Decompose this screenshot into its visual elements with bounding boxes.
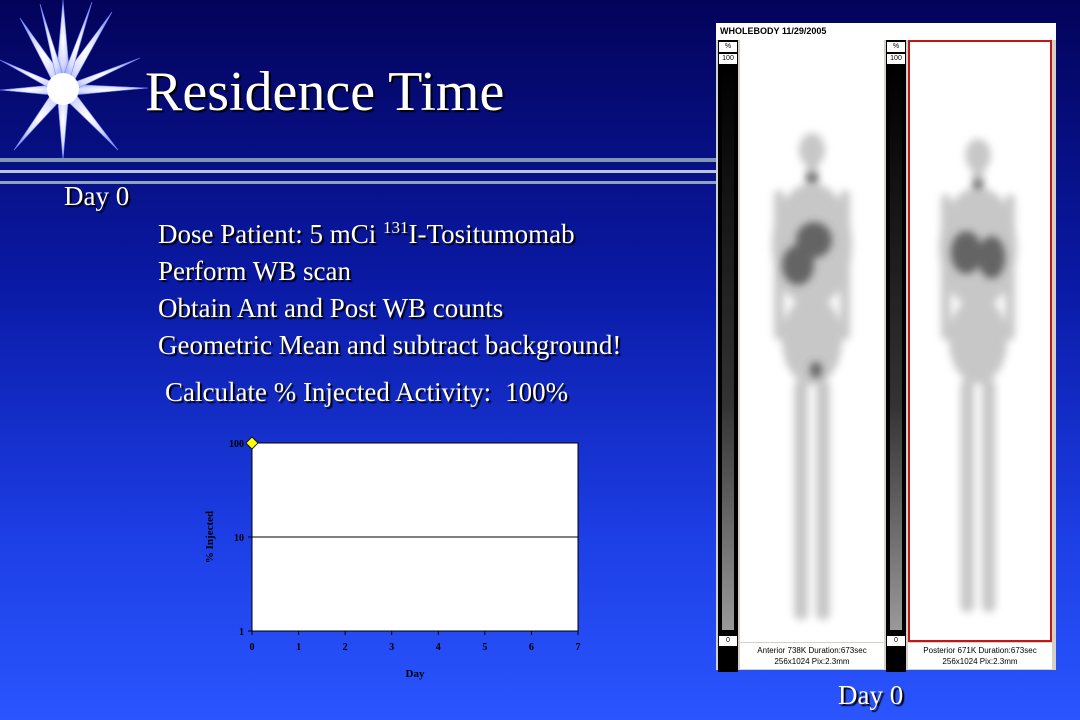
scale-bottom-label: 0 [887, 636, 905, 646]
anterior-caption-line1: Anterior 738K Duration:673sec [757, 646, 867, 655]
title-divider [0, 158, 716, 162]
x-tick-label: 1 [296, 642, 302, 653]
scale-percent-label: % [719, 42, 737, 52]
posterior-caption-line1: Posterior 671K Duration:673sec [923, 646, 1037, 655]
dose-agent: I-Tositumomab [408, 219, 575, 249]
y-tick-label: 100 [229, 439, 244, 450]
dose-text: Dose Patient: 5 mCi [158, 219, 383, 249]
step-geometric: Geometric Mean and subtract background! [158, 330, 622, 360]
posterior-scan-caption [908, 643, 1052, 669]
y-axis-label: % Injected [204, 510, 216, 564]
intensity-scale [886, 40, 906, 672]
scale-percent-label: % [887, 42, 905, 52]
step-scan: Perform WB scan [158, 256, 351, 286]
scan-header: WHOLEBODY 11/29/2005 [716, 23, 1056, 40]
posterior-body-image [910, 42, 1050, 640]
anterior-scan-caption [740, 643, 884, 669]
calc-label: Calculate % Injected Activity: [165, 377, 492, 407]
slide-title: Residence Time [145, 61, 505, 123]
x-tick-label: 2 [342, 642, 348, 653]
posterior-scan-image [908, 40, 1052, 642]
x-axis-label: Day [405, 668, 425, 680]
step-counts: Obtain Ant and Post WB counts [158, 293, 504, 323]
wholebody-scan-panel [716, 23, 1056, 670]
x-tick-label: 5 [482, 642, 488, 653]
scale-bottom-label: 0 [719, 636, 737, 646]
y-tick-label: 10 [234, 533, 244, 544]
scale-gradient [890, 68, 902, 630]
isotope-superscript: 131 [383, 218, 409, 237]
scale-top-label: 100 [719, 54, 737, 64]
scale-top-label: 100 [887, 54, 905, 64]
injected-activity-chart [196, 430, 596, 685]
x-tick-label: 6 [528, 642, 534, 653]
anterior-scan-image [740, 40, 884, 642]
x-tick-label: 3 [389, 642, 395, 653]
scan-day-label: Day 0 [838, 680, 904, 710]
calc-value: 100% [505, 377, 569, 407]
starburst-decoration [0, 0, 150, 160]
day-label: Day 0 [64, 181, 130, 211]
y-tick-label: 1 [239, 627, 244, 638]
anterior-body-image [740, 40, 884, 642]
x-tick-label: 0 [249, 642, 255, 653]
calculation-line [165, 377, 568, 408]
procedure-steps [158, 216, 621, 364]
intensity-scale [718, 40, 738, 672]
title-divider [0, 170, 716, 173]
posterior-caption-line2: 256x1024 Pix:2.3mm [942, 657, 1018, 666]
anterior-caption-line2: 256x1024 Pix:2.3mm [774, 657, 850, 666]
scale-gradient [722, 68, 734, 630]
step-dose [158, 216, 621, 253]
x-tick-label: 7 [575, 642, 581, 653]
x-tick-label: 4 [435, 642, 441, 653]
